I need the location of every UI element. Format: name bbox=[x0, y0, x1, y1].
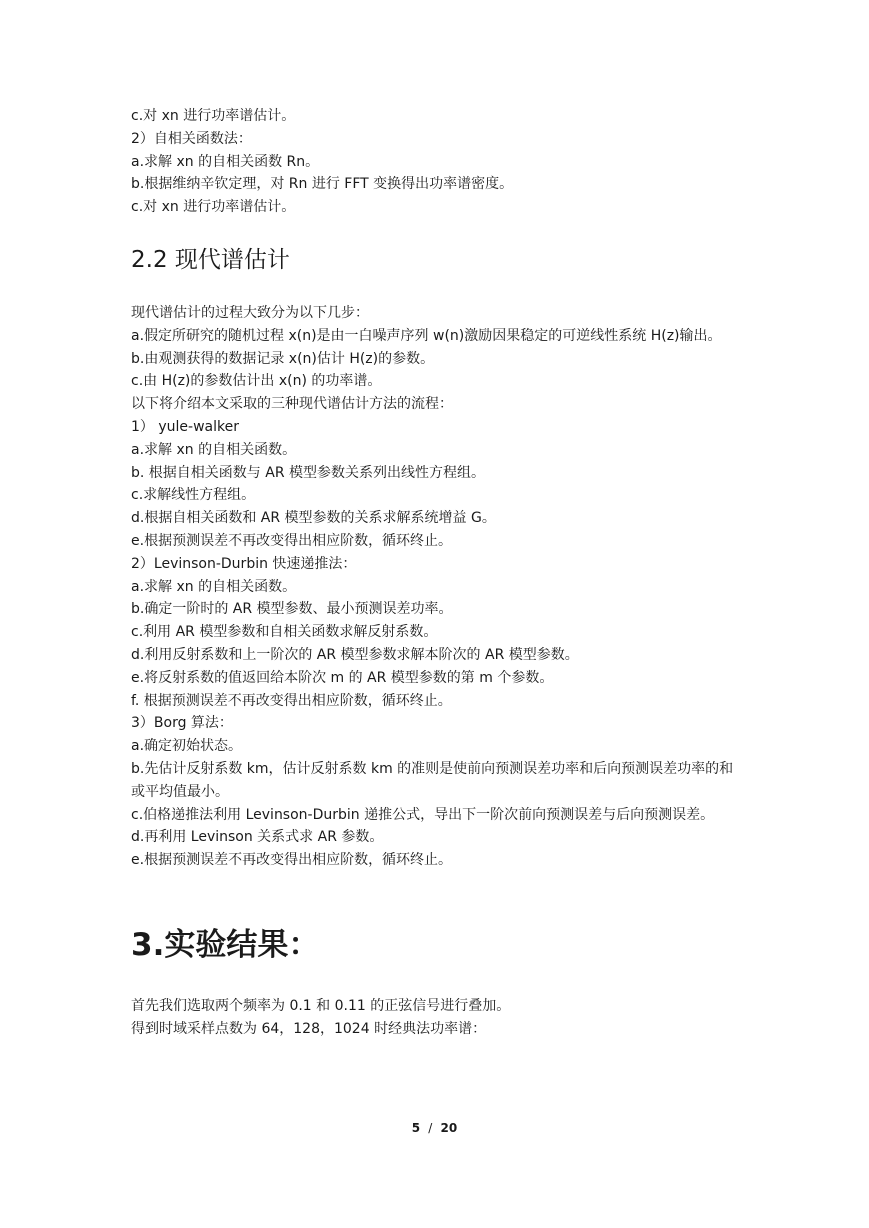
text-line: d.再利用 Levinson 关系式求 AR 参数。 bbox=[131, 829, 384, 846]
text-line: a.求解 xn 的自相关函数。 bbox=[131, 441, 297, 458]
text-line: 2）Levinson-Durbin 快速递推法： bbox=[131, 555, 357, 572]
text-line: 以下将介绍本文采取的三种现代谱估计方法的流程： bbox=[131, 396, 453, 413]
text-line: b.根据维纳辛钦定理，对 Rn 进行 FFT 变换得出功率谱密度。 bbox=[131, 176, 514, 193]
text-line: a.求解 xn 的自相关函数。 bbox=[131, 578, 297, 595]
text-line: 首先我们选取两个频率为 0.1 和 0.11 的正弦信号进行叠加。 bbox=[131, 998, 511, 1014]
text-line: 现代谱估计的过程大致分为以下几步： bbox=[131, 305, 369, 321]
page-current: 5 bbox=[411, 1121, 421, 1135]
text-line: c.由 H(z)的参数估计出 x(n) 的功率谱。 bbox=[131, 373, 382, 390]
section-2-2-body bbox=[131, 302, 743, 872]
text-line: e.根据预测误差不再改变得出相应阶数，循环终止。 bbox=[131, 532, 453, 549]
text-line: c.对 xn 进行功率谱估计。 bbox=[131, 108, 296, 124]
section-heading-2-2 bbox=[131, 245, 743, 275]
text-line: c.求解线性方程组。 bbox=[131, 487, 256, 504]
text-line: 1） yule-walker bbox=[131, 418, 239, 435]
section-3-body bbox=[131, 995, 743, 1041]
text-line: b. 根据自相关函数与 AR 模型参数关系列出线性方程组。 bbox=[131, 464, 485, 481]
section-heading-3 bbox=[131, 925, 743, 965]
text-line: c.对 xn 进行功率谱估计。 bbox=[131, 199, 296, 216]
text-line: f. 根据预测误差不再改变得出相应阶数，循环终止。 bbox=[131, 692, 452, 709]
text-line: a.确定初始状态。 bbox=[131, 738, 243, 755]
text-line: d.利用反射系数和上一阶次的 AR 模型参数求解本阶次的 AR 模型参数。 bbox=[131, 646, 579, 663]
text-line: a.求解 xn 的自相关函数 Rn。 bbox=[131, 153, 320, 170]
text-line: b.确定一阶时的 AR 模型参数、最小预测误差功率。 bbox=[131, 601, 453, 618]
text-line: 得到时域采样点数为 64，128，1024 时经典法功率谱： bbox=[131, 1020, 487, 1037]
page-separator: / bbox=[428, 1121, 433, 1135]
page-total: 20 bbox=[440, 1121, 458, 1135]
text-line: b.由观测获得的数据记录 x(n)估计 H(z)的参数。 bbox=[131, 350, 435, 367]
section-title: 3.实验结果： bbox=[131, 927, 320, 963]
text-line: 2）自相关函数法： bbox=[131, 130, 252, 147]
text-line: e.将反射系数的值返回给本阶次 m 的 AR 模型参数的第 m 个参数。 bbox=[131, 669, 554, 686]
text-line: b.先估计反射系数 km，估计反射系数 km 的准则是使前向预测误差功率和后向预测误差功率的和或平均值最小。 bbox=[131, 760, 734, 800]
text-line: c.伯格递推法利用 Levinson-Durbin 递推公式，导出下一阶次前向预测误差与后向预测误差。 bbox=[131, 806, 715, 823]
text-line: c.利用 AR 模型参数和自相关函数求解反射系数。 bbox=[131, 624, 438, 641]
text-line: e.根据预测误差不再改变得出相应阶数，循环终止。 bbox=[131, 852, 453, 869]
intro-text-block bbox=[131, 105, 743, 219]
page-number bbox=[0, 1120, 869, 1136]
text-line: a.假定所研究的随机过程 x(n)是由一白噪声序列 w(n)激励因果稳定的可逆线性系统 H(z)输出。 bbox=[131, 327, 722, 344]
section-title: 2.2 现代谱估计 bbox=[131, 247, 290, 273]
text-line: 3）Borg 算法： bbox=[131, 715, 233, 732]
text-line: d.根据自相关函数和 AR 模型参数的关系求解系统增益 G。 bbox=[131, 510, 496, 527]
